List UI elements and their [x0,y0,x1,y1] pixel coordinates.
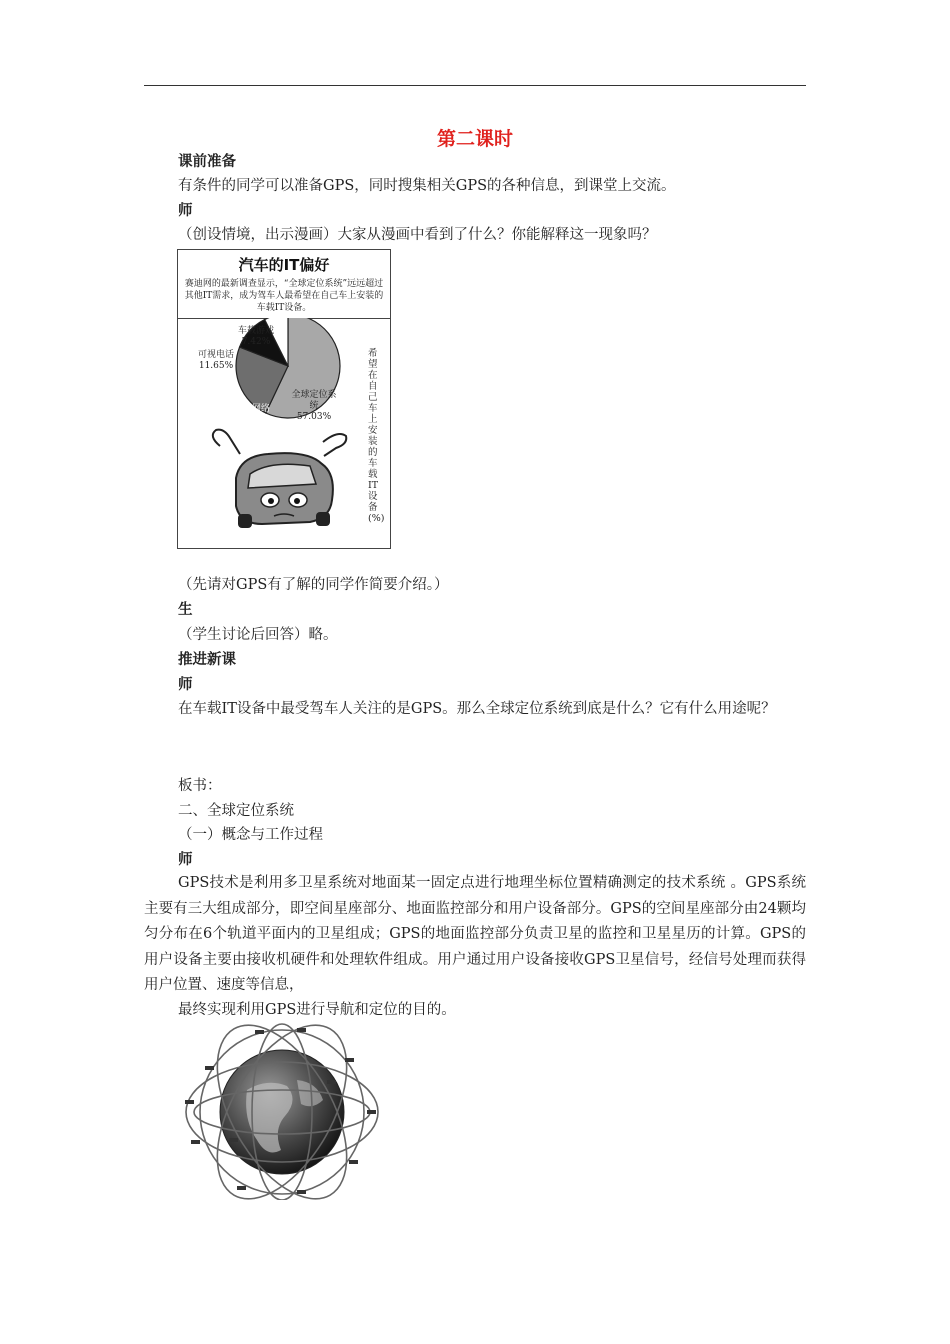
chart-title: 汽车的IT偏好 [238,256,330,274]
slice-label-videophone: 可视电话 11.65% [198,350,235,371]
board-item-2: （一）概念与工作过程 [178,827,323,843]
cartoon-car-icon [213,430,346,528]
after-figure-text: （先请对GPS有了解的同学作简要介绍。） [178,577,449,593]
teacher-label-2: 师 [178,677,193,693]
cartoon-chart [177,249,391,549]
teacher-text-3-tail: 最终实现利用GPS进行导航和定位的目的。 [178,1002,456,1018]
page-title: 第二课时 [436,128,513,150]
chart-ylabel: 希望在自己车上安装的车载IT设备(%) [368,348,385,524]
prep-text: 有条件的同学可以准备GPS，同时搜集相关GPS的各种信息，到课堂上交流。 [178,178,676,194]
slice-label-wireless: 无线网络 23.90 [234,404,271,425]
gps-satellite-globe-image [177,1020,387,1200]
header-rule [144,85,806,86]
teacher-label-3: 师 [178,852,193,868]
new-lesson-heading: 推进新课 [178,652,236,668]
teacher-text-1: （创设情境，出示漫画）大家从漫画中看到了什么？你能解释这一现象吗？ [178,227,657,243]
teacher-text-3: GPS技术是利用多卫星系统对地面某一固定点进行地理坐标位置精确测定的技术系统 。GPS系统主要有三大组成部分，即空间星座部分、地面监控部分和用户设备部分。GPS的空间星座部分由24颗均匀分布在6个轨道平面内的卫星组成；GPS的地面监控部分负责卫星的监控和卫星星历的计算。GPS的用户设备主要由接收机硬件和处理软件组成。用户通过用户设备接收GPS卫星信号，经信号处理而获得用户位置、速度等信息， [144,875,806,993]
slice-label-games: 车载游戏 7.42% [238,326,275,347]
board-label: 板书： [178,778,222,794]
teacher-text-2: 在车载IT设备中最受驾车人关注的是GPS。那么全球定位系统到底是什么？它有什么用途呢？ [178,701,776,717]
student-text: （学生讨论后回答）略。 [178,627,338,643]
student-label: 生 [178,602,193,618]
chart-subtitle: 赛迪网的最新调查显示，“全球定位系统”远远超过其他IT需求，成为驾车人最希望在自己车上安装的车载IT设备。 [184,279,384,313]
prep-heading: 课前准备 [178,154,236,170]
board-item-1: 二、全球定位系统 [178,803,294,819]
slice-label-gps: 全球定位系统 57.03% [291,390,337,422]
teacher-label-1: 师 [178,203,193,219]
